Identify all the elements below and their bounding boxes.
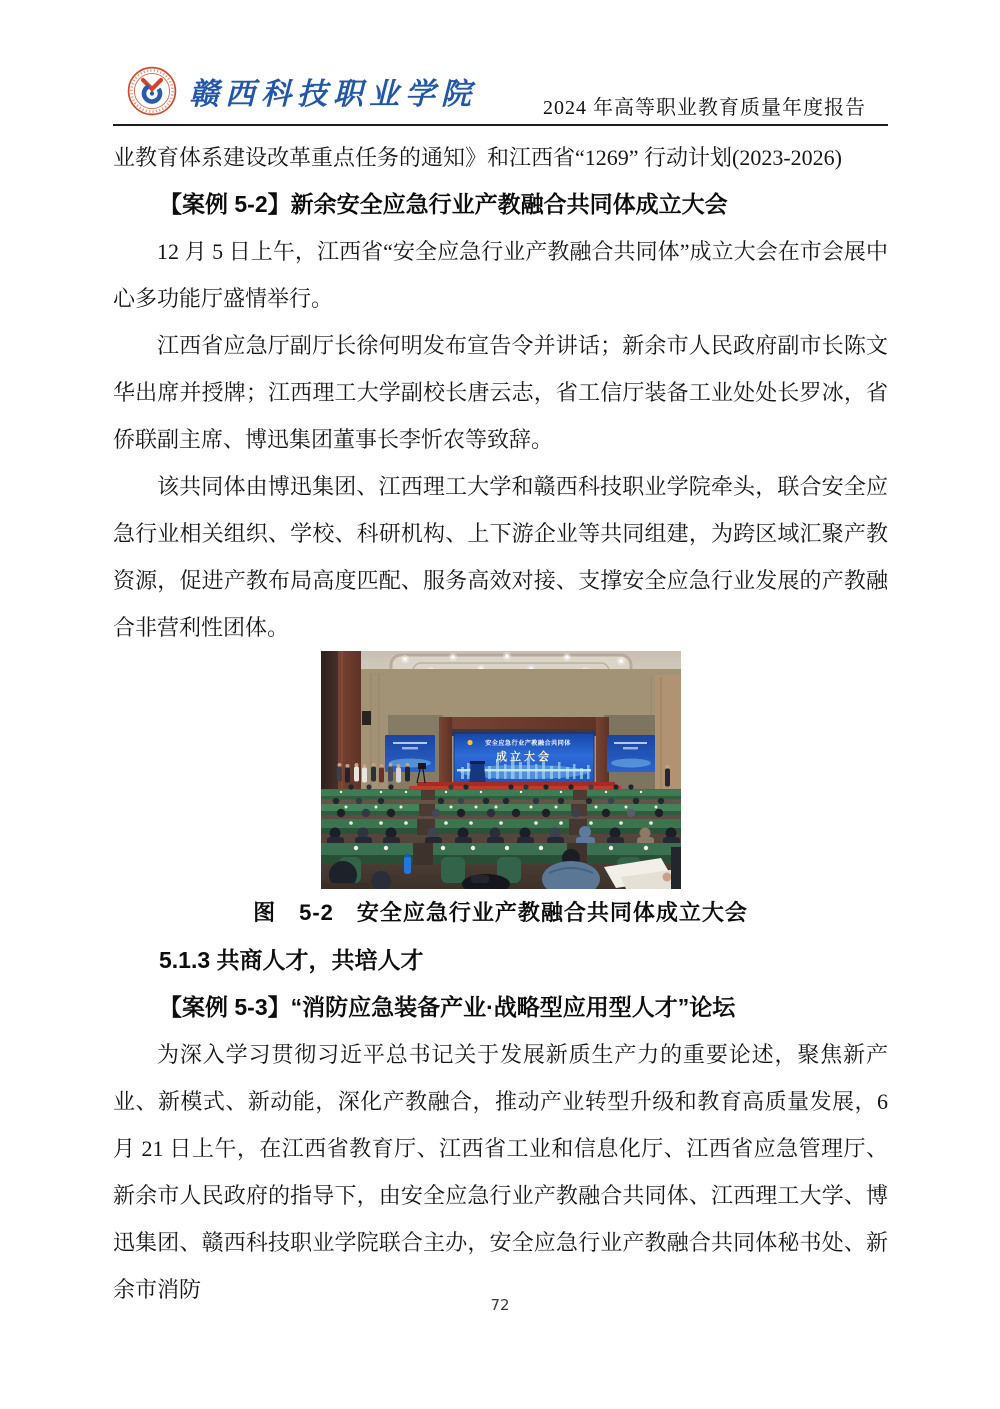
report-title: 2024 年高等职业教育质量年度报告 [543, 97, 866, 119]
school-brand [127, 66, 477, 116]
figure-5-2-photo [321, 651, 681, 889]
paragraph-continuation: 业教育体系建设改革重点任务的通知》和江西省“1269” 行动计划(2023-2026) [113, 145, 843, 170]
figure-5-2 [113, 651, 888, 931]
page-header [113, 66, 888, 126]
page-number: 72 [490, 1296, 510, 1314]
school-logo-icon [127, 66, 177, 116]
screen-title-line2: 成立大会 [495, 751, 552, 763]
paragraph-1: 12 月 5 日上午，江西省“安全应急行业产教融合共同体”成立大会在市会展中心多功能厅盛情举行。 [113, 239, 888, 311]
document-body [113, 134, 888, 1313]
case-5-2-heading: 【案例 5-2】新余安全应急行业产教融合共同体成立大会 [159, 191, 728, 217]
section-5-1-3-heading: 5.1.3 共商人才，共培人才 [159, 947, 424, 973]
school-name: 赣西科技职业学院 [189, 78, 477, 111]
case-5-3-heading: 【案例 5-3】“消防应急装备产业·战略型应用型人才”论坛 [159, 994, 736, 1020]
paragraph-4: 为深入学习贯彻习近平总书记关于发展新质生产力的重要论述，聚焦新产业、新模式、新动能，深化产教融合，推动产业转型升级和教育高质量发展，6 月 21 日上午，在江西省教育厅、江西省工业和信息化厅、江西省应急管理厅、新余市人民政府的指导下，由安全应急行业产教融合共同体、江西理工大学、博迅集团、赣西科技职业学院联合主办，安全应急行业产教融合共同体秘书处、新余市消防 [113, 1042, 888, 1302]
paragraph-3: 该共同体由博迅集团、江西理工大学和赣西科技职业学院牵头，联合安全应急行业相关组织、学校、科研机构、上下游企业等共同组建，为跨区域汇聚产教资源，促进产教布局高度匹配、服务高效对接、支撑安全应急行业发展的产教融合非营利性团体。 [113, 474, 888, 640]
figure-5-2-caption: 图 5-2 安全应急行业产教融合共同体成立大会 [253, 900, 748, 925]
screen-title-line1: 安全应急行业产教融合共同体 [484, 740, 571, 747]
paragraph-2: 江西省应急厅副厅长徐何明发布宣告令并讲话；新余市人民政府副市长陈文华出席并授牌；江西理工大学副校长唐云志，省工信厅装备工业处处长罗冰，省侨联副主席、博迅集团董事长李忻农等致辞。 [113, 333, 888, 452]
